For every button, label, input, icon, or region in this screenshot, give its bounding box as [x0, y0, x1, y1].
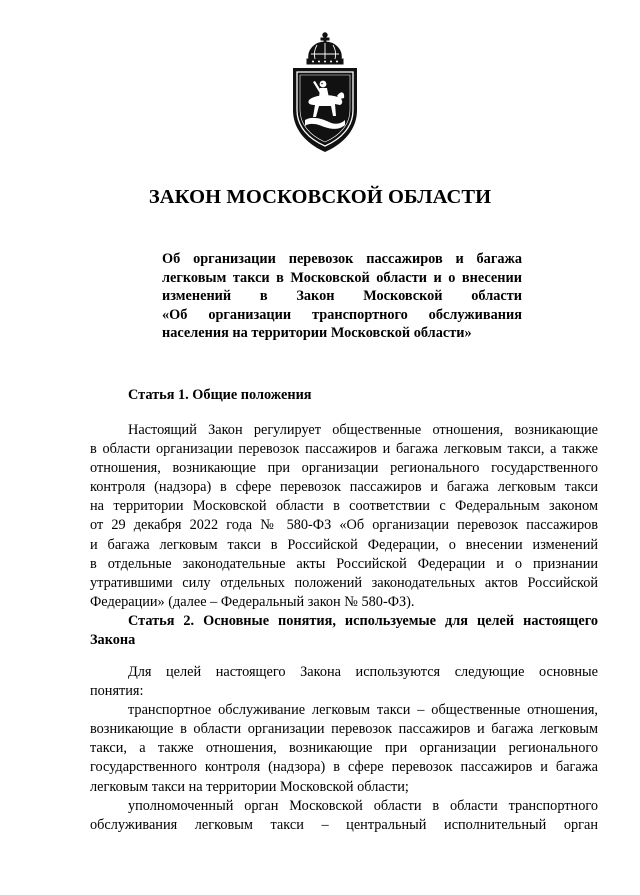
text-line: уполномоченный орган Московской области в области транспортного: [128, 797, 598, 814]
text-line: транспортное обслуживание легковым такси – общественные отношения,: [128, 702, 598, 719]
text-line: обслуживания легковым такси – центральный исполнительный орган: [90, 816, 598, 833]
text-line: Для целей настоящего Закона используются следующие основные: [128, 664, 598, 680]
text-line: в области организации перевозок пассажиров и багажа легковым такси, а также: [90, 441, 598, 458]
moscow-oblast-emblem-icon: [285, 32, 365, 154]
text-line: легковым такси на территории Московской области;: [90, 778, 409, 795]
subject-line: «Об организации транспортного обслуживания: [162, 306, 522, 323]
subject-line: изменений в Закон Московской области: [162, 288, 522, 304]
document-title: ЗАКОН МОСКОВСКОЙ ОБЛАСТИ: [148, 186, 492, 208]
article-1-heading: Статья 1. Общие положения: [128, 387, 312, 403]
subject-line: легковым такси в Московской области и о внесении: [162, 269, 522, 286]
text-line: в отдельные законодательные акты Российской Федерации и о признании: [90, 555, 598, 572]
text-line: Настоящий Закон регулирует общественные отношения, возникающие: [128, 422, 598, 438]
article-2-heading: [90, 612, 598, 650]
law-subject: [162, 250, 522, 343]
article-2-paragraph: [90, 663, 598, 835]
text-line: Федерации» (далее – Федеральный закон № 580-ФЗ).: [90, 593, 415, 610]
subject-line: Об организации перевозок пассажиров и багажа: [162, 251, 522, 267]
text-line: возникающие в области организации перевозок пассажиров и багажа легковым: [90, 721, 598, 738]
text-line: контроля (надзора) в сфере перевозок пассажиров и багажа легковым такси: [90, 479, 598, 496]
text-line: и багажа легковым такси в Российской Федерации, о внесении изменений: [90, 536, 598, 553]
subject-line: населения на территории Московской области»: [162, 325, 472, 341]
text-line: на территории Московской области в соответствии с Федеральным законом: [90, 498, 598, 515]
heading-line: Статья 2. Основные понятия, используемые для целей настоящего: [128, 613, 598, 629]
heading-line: Закона: [90, 632, 136, 648]
text-line: такси, а также отношения, возникающие при организации регионального: [90, 740, 598, 757]
text-line: государственного контроля (надзора) в сфере перевозок пассажиров и багажа: [90, 759, 598, 776]
text-line: отношения, возникающие при организации регионального государственного: [90, 460, 598, 477]
text-line: понятия:: [90, 683, 144, 700]
text-line: утратившими силу отдельных положений законодательных актов Российской: [90, 574, 598, 591]
article-1-paragraph: [90, 421, 598, 612]
text-line: от 29 декабря 2022 года № 580-ФЗ «Об организации перевозок пассажиров: [90, 517, 598, 534]
